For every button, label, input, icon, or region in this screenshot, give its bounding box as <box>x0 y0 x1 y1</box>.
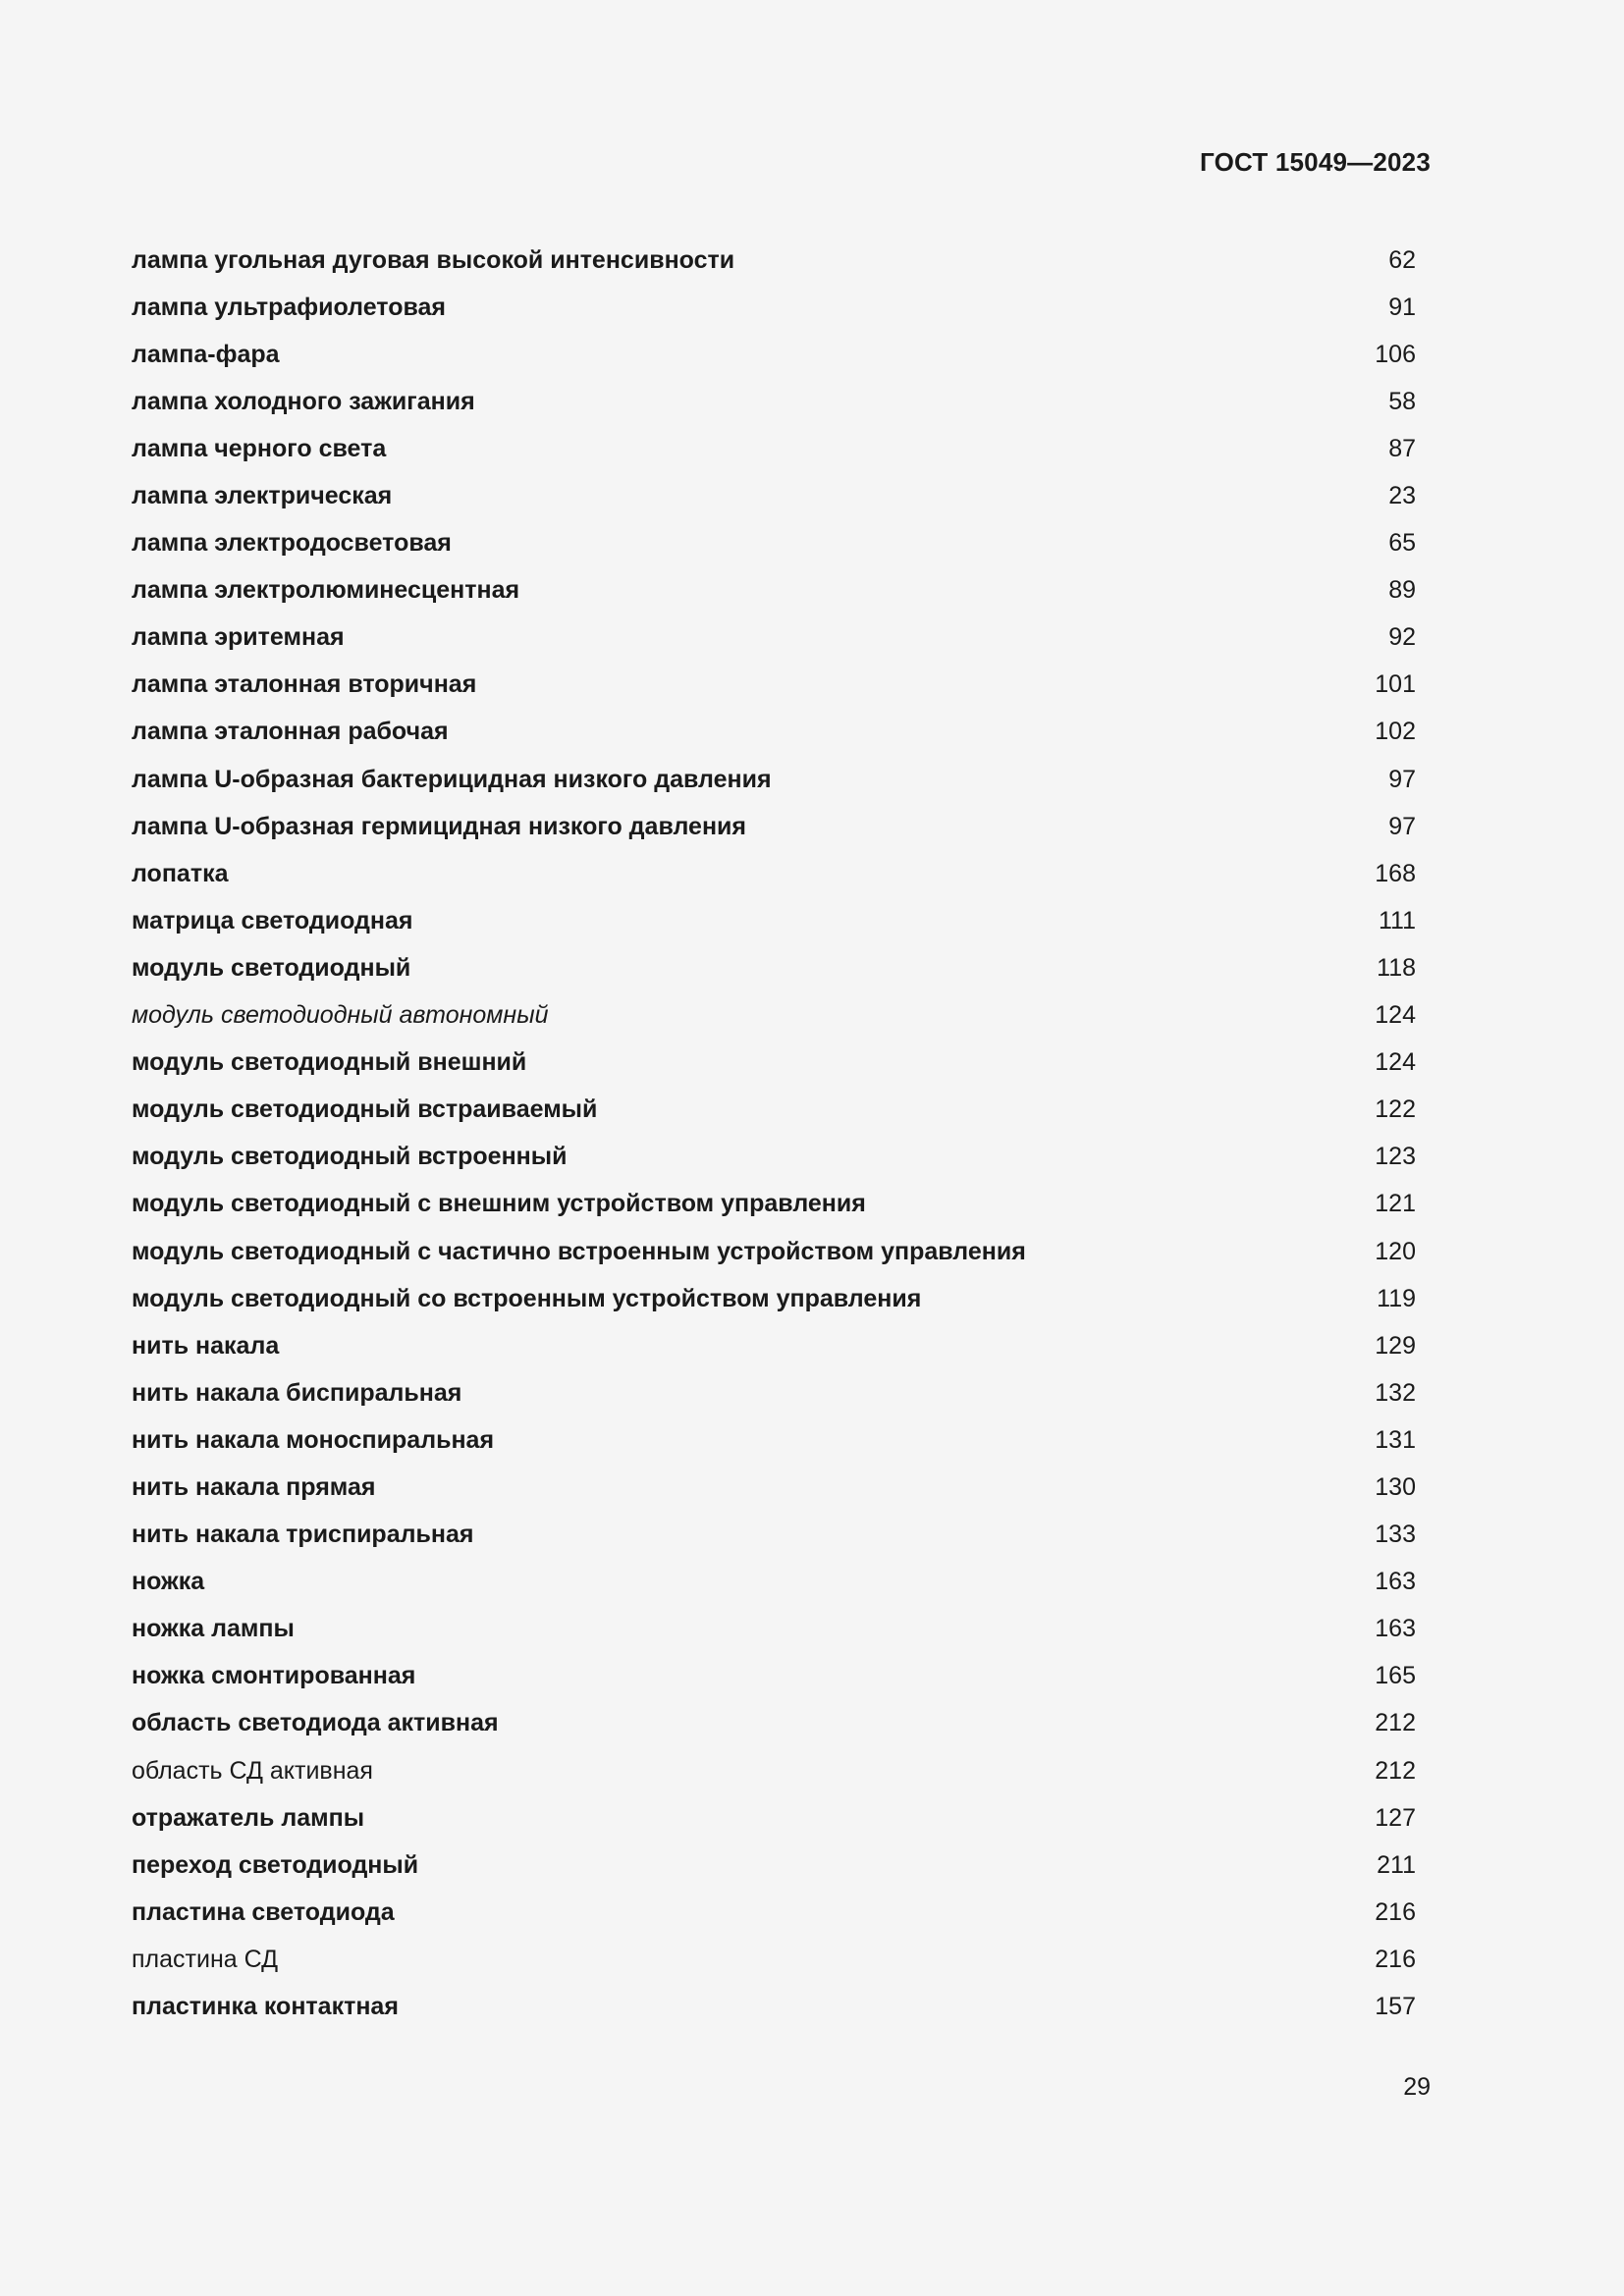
index-page-number: 102 <box>1375 718 1416 746</box>
index-term: лампа-фара <box>132 340 280 368</box>
index-page-number: 87 <box>1388 434 1416 462</box>
index-page-number: 165 <box>1375 1662 1416 1690</box>
page-number: 29 <box>1403 2073 1431 2101</box>
index-term: пластинка контактная <box>132 1993 399 2021</box>
index-page-number: 97 <box>1388 765 1416 793</box>
index-page-number: 92 <box>1388 623 1416 652</box>
index-term: нить накала <box>132 1331 280 1360</box>
index-page-number: 62 <box>1388 245 1416 274</box>
index-page-number: 130 <box>1375 1472 1416 1501</box>
index-page-number: 91 <box>1388 293 1416 321</box>
index-page-number: 129 <box>1375 1331 1416 1360</box>
index-page-number: 89 <box>1388 576 1416 605</box>
index-page-number: 101 <box>1375 670 1416 699</box>
index-term: лампа U-образная бактерицидная низкого давления <box>132 765 772 793</box>
index-term: пластина СД <box>132 1945 279 1973</box>
index-row <box>132 1322 1416 1369</box>
index-term: лампа U-образная гермицидная низкого давления <box>132 812 747 840</box>
index-row <box>132 1700 1416 1747</box>
index-page-number: 212 <box>1375 1756 1416 1785</box>
index-page-number: 168 <box>1375 859 1416 887</box>
index-page-number: 118 <box>1377 953 1416 982</box>
index-term: лампа электродосветовая <box>132 529 452 558</box>
index-page-number: 131 <box>1375 1425 1416 1454</box>
index-term: модуль светодиодный с частично встроенным устройством управления <box>132 1237 1026 1265</box>
index-row <box>132 1794 1416 1842</box>
index-page-number: 212 <box>1375 1709 1416 1737</box>
index-row <box>132 709 1416 756</box>
index-page-number: 163 <box>1375 1615 1416 1643</box>
document-header: ГОСТ 15049—2023 <box>1200 147 1431 177</box>
index-page-number: 124 <box>1375 1048 1416 1077</box>
index-term: пластина светодиода <box>132 1897 395 1926</box>
index-term: модуль светодиодный встроенный <box>132 1143 568 1171</box>
index-row <box>132 1983 1416 2030</box>
index-row <box>132 1606 1416 1653</box>
index-page-number: 216 <box>1375 1897 1416 1926</box>
index-term: переход светодиодный <box>132 1850 419 1879</box>
index-page-number: 65 <box>1388 529 1416 558</box>
index-term: нить накала биспиральная <box>132 1378 462 1407</box>
index-row <box>132 567 1416 614</box>
index-row <box>132 1464 1416 1511</box>
index-row <box>132 1559 1416 1606</box>
index-row <box>132 425 1416 472</box>
index-page-number: 111 <box>1378 906 1416 934</box>
term-index-list <box>132 237 1416 2031</box>
index-term: ножка смонтированная <box>132 1662 416 1690</box>
index-term: ножка <box>132 1568 205 1596</box>
index-term: модуль светодиодный <box>132 953 411 982</box>
index-row <box>132 1134 1416 1181</box>
index-row <box>132 614 1416 662</box>
index-row <box>132 378 1416 425</box>
index-page-number: 23 <box>1388 482 1416 510</box>
index-term: нить накала триспиральная <box>132 1521 474 1549</box>
index-row <box>132 1842 1416 1889</box>
index-page-number: 106 <box>1375 340 1416 368</box>
index-row <box>132 944 1416 991</box>
index-term: модуль светодиодный встраиваемый <box>132 1095 598 1124</box>
index-row <box>132 1369 1416 1416</box>
index-term: отражатель лампы <box>132 1803 365 1832</box>
index-term: лопатка <box>132 859 229 887</box>
index-term: ножка лампы <box>132 1615 295 1643</box>
index-row <box>132 1936 1416 1983</box>
index-row <box>132 1512 1416 1559</box>
index-page-number: 58 <box>1388 387 1416 415</box>
index-term: область светодиода активная <box>132 1709 499 1737</box>
index-term: модуль светодиодный с внешним устройством управления <box>132 1190 866 1218</box>
index-row <box>132 237 1416 284</box>
index-row <box>132 850 1416 897</box>
index-row <box>132 992 1416 1040</box>
index-term: лампа электрическая <box>132 482 393 510</box>
index-term: модуль светодиодный со встроенным устройством управления <box>132 1284 922 1312</box>
index-page-number: 132 <box>1375 1378 1416 1407</box>
index-page-number: 97 <box>1388 812 1416 840</box>
index-row <box>132 1181 1416 1228</box>
index-term: матрица светодиодная <box>132 906 413 934</box>
index-term: модуль светодиодный внешний <box>132 1048 527 1077</box>
index-row <box>132 1275 1416 1322</box>
index-term: нить накала прямая <box>132 1472 376 1501</box>
index-row <box>132 520 1416 567</box>
index-row <box>132 1228 1416 1275</box>
index-page-number: 216 <box>1375 1945 1416 1973</box>
index-term: модуль светодиодный автономный <box>132 1001 549 1030</box>
index-term: лампа ультрафиолетовая <box>132 293 447 321</box>
index-page-number: 122 <box>1375 1095 1416 1124</box>
index-row <box>132 1416 1416 1464</box>
index-row <box>132 1747 1416 1794</box>
index-page-number: 157 <box>1375 1993 1416 2021</box>
index-page-number: 211 <box>1377 1850 1416 1879</box>
index-page-number: 124 <box>1375 1001 1416 1030</box>
index-row <box>132 1889 1416 1936</box>
index-row <box>132 331 1416 378</box>
index-term: нить накала моноспиральная <box>132 1425 495 1454</box>
index-page-number: 121 <box>1375 1190 1416 1218</box>
index-row <box>132 472 1416 519</box>
index-page-number: 127 <box>1375 1803 1416 1832</box>
index-row <box>132 897 1416 944</box>
index-page-number: 123 <box>1375 1143 1416 1171</box>
index-term: лампа угольная дуговая высокой интенсивности <box>132 245 735 274</box>
index-term: лампа эталонная вторичная <box>132 670 477 699</box>
index-row <box>132 1087 1416 1134</box>
index-page-number: 120 <box>1375 1237 1416 1265</box>
index-page-number: 133 <box>1375 1521 1416 1549</box>
index-row <box>132 284 1416 331</box>
index-row <box>132 756 1416 803</box>
index-page-number: 119 <box>1377 1284 1416 1312</box>
index-term: область СД активная <box>132 1756 373 1785</box>
index-row <box>132 1040 1416 1087</box>
index-row <box>132 1653 1416 1700</box>
index-term: лампа холодного зажигания <box>132 387 475 415</box>
index-term: лампа электролюминесцентная <box>132 576 520 605</box>
index-term: лампа эритемная <box>132 623 345 652</box>
index-row <box>132 662 1416 709</box>
index-page-number: 163 <box>1375 1568 1416 1596</box>
index-row <box>132 803 1416 850</box>
index-term: лампа эталонная рабочая <box>132 718 449 746</box>
index-term: лампа черного света <box>132 434 387 462</box>
